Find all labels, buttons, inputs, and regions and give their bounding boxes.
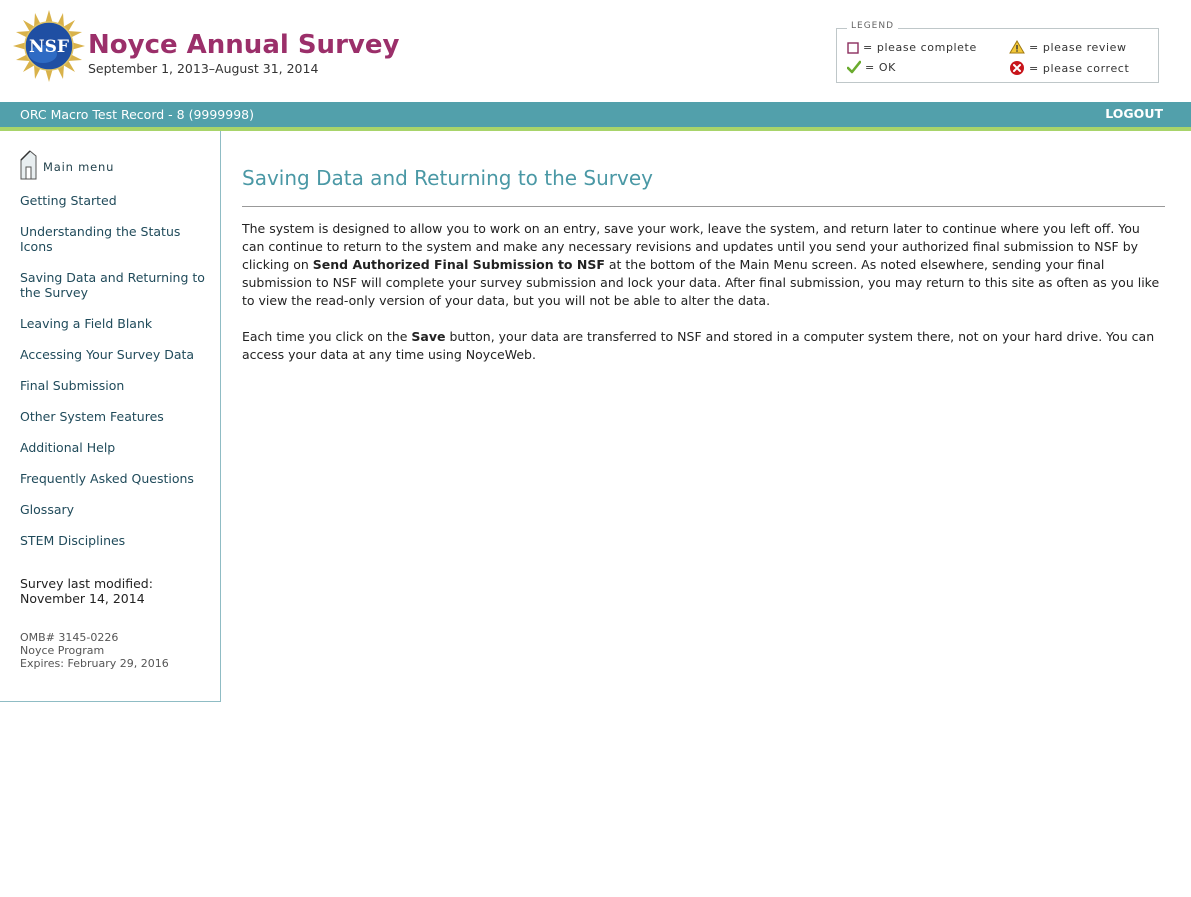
- legend-label: = please complete: [863, 41, 977, 54]
- omb-number: OMB# 3145-0226: [20, 631, 119, 644]
- checkmark-icon: [847, 60, 861, 74]
- legend-label: = please correct: [1029, 61, 1130, 75]
- checkbox-icon: [847, 42, 859, 54]
- paragraph-text: at the bottom of the Main Menu screen. As noted elsewhere, sending your final submission to NSF will complete your survey submission and lock your data. After final submission, you may return to this site as often as you like to view the read-only version of your data, but you will not be able to alter the data.: [242, 257, 1160, 308]
- sidebar-item-saving-data[interactable]: Saving Data and Returning to the Survey: [20, 270, 205, 300]
- paragraph-text: button, your data are transferred to NSF and stored in a computer system there, not on your hard drive. You can access your data at any time using NoyceWeb.: [242, 329, 1155, 362]
- paragraph-2: [242, 328, 1164, 364]
- legend-title: LEGEND: [847, 21, 898, 31]
- legend-item-review: [1009, 40, 1127, 54]
- legend-label: = OK: [865, 60, 896, 74]
- program-name: Noyce Program: [20, 644, 105, 657]
- record-bar: [0, 102, 1191, 127]
- heading-divider: [242, 206, 1165, 207]
- warning-icon: [1009, 40, 1025, 54]
- paragraph-text: The system is designed to allow you to work on an entry, save your work, leave the system, and return later to continue where you left off. You can continue to return to the system and make any necessary revisions and updates until you send your authorized final submission to NSF by clicking on: [242, 221, 1140, 272]
- house-icon: [20, 150, 38, 180]
- page-header: [0, 0, 1191, 102]
- nsf-logo-text: NSF: [29, 37, 69, 57]
- sidebar-item-additional-help[interactable]: Additional Help: [20, 440, 116, 455]
- expiration-date: Expires: February 29, 2016: [20, 657, 169, 670]
- bold-text: Save: [411, 329, 446, 344]
- paragraph-text: Each time you click on the: [242, 329, 412, 344]
- nsf-logo: [13, 10, 85, 82]
- sidebar-item-other-features[interactable]: Other System Features: [20, 409, 164, 424]
- logout-link[interactable]: LOGOUT: [1105, 106, 1163, 121]
- paragraph-1: [242, 220, 1164, 310]
- bold-text: Send Authorized Final Submission to NSF: [312, 257, 605, 272]
- legend-item-ok: [847, 60, 896, 74]
- sidebar-item-final-submission[interactable]: Final Submission: [20, 378, 125, 393]
- error-icon: [1009, 60, 1025, 76]
- record-name: ORC Macro Test Record - 8 (9999998): [20, 107, 254, 122]
- legend-item-complete: [847, 41, 977, 54]
- sidebar-item-faq[interactable]: Frequently Asked Questions: [20, 471, 194, 486]
- sidebar-item-status-icons[interactable]: Understanding the Status Icons: [20, 224, 181, 254]
- page-title: Noyce Annual Survey: [88, 30, 400, 60]
- legend-label: = please review: [1029, 40, 1127, 54]
- section-heading: Saving Data and Returning to the Survey: [242, 166, 654, 190]
- sidebar-nav: [0, 131, 221, 702]
- sidebar-item-field-blank[interactable]: Leaving a Field Blank: [20, 316, 153, 331]
- survey-period: September 1, 2013–August 31, 2014: [88, 61, 319, 76]
- main-menu-link[interactable]: [20, 150, 114, 180]
- sidebar-item-getting-started[interactable]: Getting Started: [20, 193, 117, 208]
- sidebar-item-accessing-data[interactable]: Accessing Your Survey Data: [20, 347, 195, 362]
- status-legend: [836, 21, 1159, 83]
- omb-info: [20, 631, 210, 670]
- last-modified-date: November 14, 2014: [20, 591, 145, 606]
- main-menu-label: Main menu: [43, 160, 115, 174]
- last-modified: [20, 576, 210, 606]
- sidebar-item-stem[interactable]: STEM Disciplines: [20, 533, 126, 548]
- last-modified-label: Survey last modified:: [20, 576, 153, 591]
- sidebar-item-glossary[interactable]: Glossary: [20, 502, 75, 517]
- legend-item-correct: [1009, 60, 1129, 76]
